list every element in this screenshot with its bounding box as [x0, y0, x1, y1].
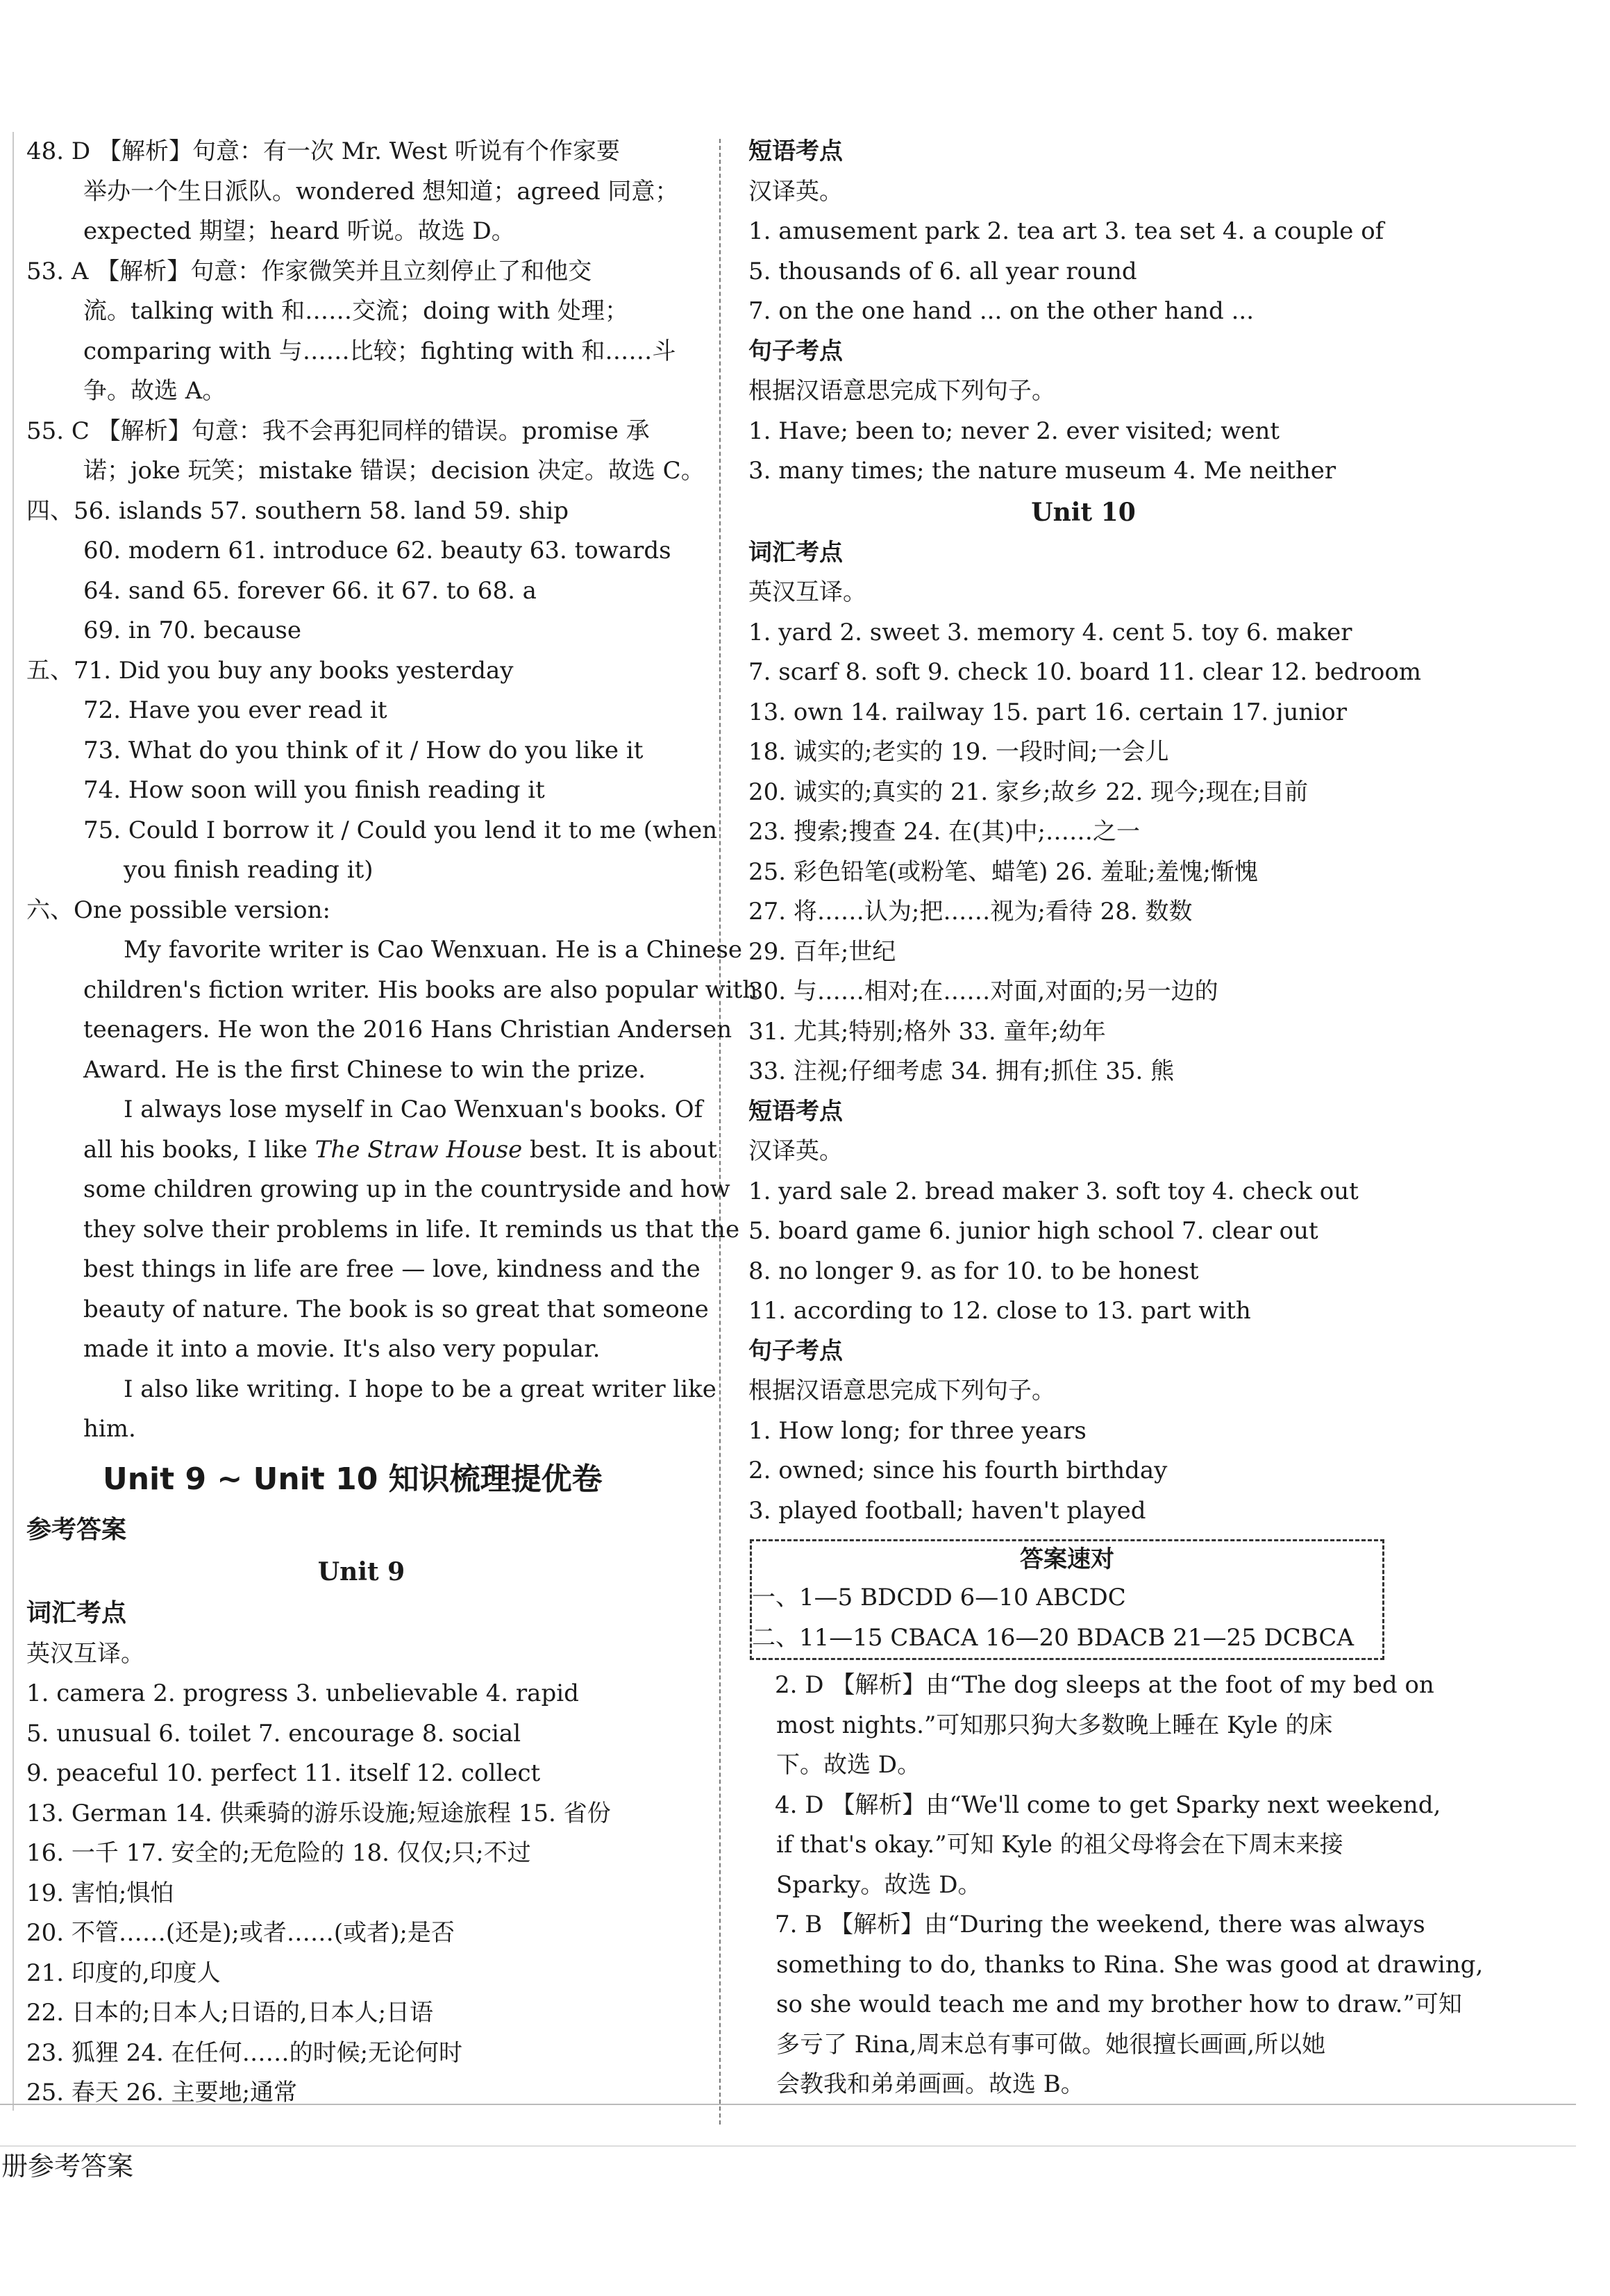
unit9-vocab-row: 25. 春天 26. 主要地;通常	[26, 2079, 298, 2106]
unit10-vocab-row: 18. 诚实的;老实的 19. 一段时间;一会儿	[748, 738, 1169, 766]
quick-answers-title: 答案速对	[1020, 1545, 1114, 1573]
unit10-vocab-row: 29. 百年;世纪	[748, 937, 896, 966]
explanation-4-cont: Sparky。故选 D。	[776, 1870, 982, 1899]
essay-line: made it into a movie. It's also very popular.	[83, 1335, 601, 1363]
explanation-7-cont: so she would teach me and my brother how to draw.”可知	[776, 1991, 1462, 2018]
unit10-phrase-row: 8. no longer 9. as for 10. to be honest	[748, 1257, 1199, 1285]
unit10-vocab-heading: 词汇考点	[748, 538, 843, 567]
essay-text: best. It is about	[530, 1135, 717, 1164]
unit9-vocab-row: 19. 害怕;惧怕	[26, 1879, 174, 1907]
section-title: Unit 9 ~ Unit 10 知识梳理提优卷	[103, 1461, 603, 1497]
section-5-row: 73. What do you think of it / How do you like it	[83, 736, 644, 764]
unit10-vocab-row: 33. 注视;仔细考虑 34. 拥有;抓住 35. 熊	[748, 1057, 1175, 1085]
page-footer: 册参考答案	[1, 2151, 134, 2181]
unit10-vocab-row: 27. 将……认为;把……视为;看待 28. 数数	[748, 898, 1193, 925]
unit10-vocab-row: 7. scarf 8. soft 9. check 10. board 11. clear 12. bedroom	[748, 658, 1422, 686]
explanation-4-cont: if that's okay.”可知 Kyle 的祖父母将会在下周末来接	[776, 1831, 1343, 1859]
explanation-7: 7. B 【解析】由“During the weekend, there was always	[775, 1911, 1425, 1938]
unit9-phrase-instruction: 汉译英。	[748, 177, 843, 206]
unit9-vocab-row: 16. 一千 17. 安全的;无危险的 18. 仅仅;只;不过	[26, 1839, 531, 1867]
unit10-phrase-row: 5. board game 6. junior high school 7. clear out	[748, 1217, 1318, 1245]
essay-line: beauty of nature. The book is so great that someone	[83, 1295, 709, 1323]
left-column	[26, 132, 758, 2113]
unit10-vocab-row: 25. 彩色铅笔(或粉笔、蜡笔) 26. 羞耻;羞愧;惭愧	[748, 857, 1259, 886]
section-4-row: 60. modern 61. introduce 62. beauty 63. towards	[83, 537, 671, 564]
unit10-title: Unit 10	[1031, 497, 1136, 527]
unit10-vocab-row: 23. 搜索;搜查 24. 在(其)中;……之一	[748, 818, 1141, 846]
essay-line: some children growing up in the countryside and how	[83, 1175, 730, 1203]
column-divider	[719, 139, 721, 2125]
explanation-2-cont: 下。故选 D。	[776, 1751, 921, 1779]
explanation-2-cont: most nights.”可知那只狗大多数晚上睡在 Kyle 的床	[776, 1711, 1333, 1739]
essay-line: I also like writing. I hope to be a great writer like	[124, 1375, 716, 1403]
unit10-vocab-row: 13. own 14. railway 15. part 16. certain 17. junior	[748, 698, 1347, 726]
unit9-vocab-row: 9. peaceful 10. perfect 11. itself 12. collect	[26, 1759, 541, 1787]
answer-55: 55. C 【解析】句意：我不会再犯同样的错误。promise 承	[26, 417, 650, 445]
unit10-vocab-instruction: 英汉互译。	[748, 578, 866, 606]
explanation-7-cont: 多亏了 Rina,周末总有事可做。她很擅长画画,所以她	[776, 2030, 1326, 2059]
unit9-vocab-row: 23. 狐狸 24. 在任何……的时候;无论何时	[26, 2038, 463, 2067]
unit9-phrase-row: 7. on the one hand ... on the other hand ...	[748, 297, 1255, 325]
unit9-vocab-row: 21. 印度的,印度人	[26, 1959, 221, 1987]
essay-line: best things in life are free — love, kindness and the	[83, 1255, 701, 1283]
section-5-row: 74. How soon will you finish reading it	[83, 776, 545, 804]
essay-line: they solve their problems in life. It reminds us that the	[83, 1215, 740, 1243]
unit9-sentence-heading: 句子考点	[748, 337, 843, 365]
unit9-phrase-row: 5. thousands of 6. all year round	[748, 257, 1137, 285]
essay-line: him.	[83, 1415, 136, 1443]
explanation-4: 4. D 【解析】由“We'll come to get Sparky next weekend,	[775, 1791, 1441, 1819]
answer-53-cont: 争。故选 A。	[83, 377, 226, 405]
unit10-sentence-row: 3. played football; haven't played	[748, 1496, 1146, 1525]
essay-line: My favorite writer is Cao Wenxuan. He is a Chinese	[124, 936, 743, 964]
essay	[26, 930, 758, 1450]
unit9-vocab-heading: 词汇考点	[26, 1598, 127, 1627]
unit10-sentence-heading: 句子考点	[748, 1336, 843, 1365]
unit10-phrase-row: 11. according to 12. close to 13. part with	[748, 1297, 1251, 1325]
right-column	[748, 132, 1484, 2105]
answer-53-cont: comparing with 与……比较；fighting with 和……斗	[83, 337, 676, 365]
section-5-row: 72. Have you ever read it	[83, 696, 387, 724]
unit9-sentence-instruction: 根据汉语意思完成下列句子。	[748, 377, 1055, 405]
unit10-vocab-row: 1. yard 2. sweet 3. memory 4. cent 5. toy 6. maker	[748, 618, 1352, 646]
answers-label: 参考答案	[26, 1515, 127, 1544]
answer-48-cont: 举办一个生日派队。wondered 想知道；agreed 同意；	[83, 177, 679, 206]
unit10-vocab-row: 30. 与……相对;在……对面,对面的;另一边的	[748, 978, 1218, 1005]
unit9-title: Unit 9	[317, 1557, 405, 1586]
quick-answers-row: 一、1—5 BDCDD 6—10 ABCDC	[752, 1584, 1126, 1611]
section-4-row: 四、56. islands 57. southern 58. land 59. ship	[26, 496, 569, 525]
unit9-vocab-row: 1. camera 2. progress 3. unbelievable 4. rapid	[26, 1679, 579, 1707]
left-margin-rule	[12, 132, 14, 2111]
explanation-7-cont: something to do, thanks to Rina. She was good at drawing,	[776, 1950, 1484, 1979]
essay-line: Award. He is the first Chinese to win the prize.	[83, 1055, 646, 1084]
quick-answers-box	[750, 1539, 1384, 1660]
answer-53-cont: 流。talking with 和……交流；doing with 处理；	[83, 297, 629, 325]
unit10-phrase-instruction: 汉译英。	[748, 1137, 843, 1165]
section-5-row: 五、71. Did you buy any books yesterday	[26, 656, 514, 685]
unit9-phrase-heading: 短语考点	[748, 137, 843, 165]
unit10-sentence-instruction: 根据汉语意思完成下列句子。	[748, 1377, 1055, 1405]
answer-48: 48. D 【解析】句意：有一次 Mr. West 听说有个作家要	[26, 137, 620, 165]
unit9-sentence-row: 1. Have; been to; never 2. ever visited; went	[748, 417, 1280, 445]
unit9-phrase-row: 1. amusement park 2. tea art 3. tea set 4. a couple of	[748, 217, 1384, 245]
essay-line: I always lose myself in Cao Wenxuan's books. Of	[124, 1096, 703, 1123]
unit9-vocab-instruction: 英汉互译。	[26, 1639, 144, 1668]
unit10-phrase-row: 1. yard sale 2. bread maker 3. soft toy 4. check out	[748, 1177, 1359, 1205]
unit9-vocab-row: 13. German 14. 供乘骑的游乐设施;短途旅程 15. 省份	[26, 1799, 611, 1827]
explanation-2: 2. D 【解析】由“The dog sleeps at the foot of my bed on	[775, 1671, 1434, 1699]
unit10-sentence-row: 1. How long; for three years	[748, 1416, 1087, 1445]
unit9-vocab-row: 22. 日本的;日本人;日语的,日本人;日语	[26, 1999, 434, 2027]
explanation-7-cont: 会教我和弟弟画画。故选 B。	[776, 2070, 1084, 2098]
answer-48-cont: expected 期望；heard 听说。故选 D。	[83, 217, 515, 245]
essay-text: all his books, I like	[83, 1135, 308, 1164]
section-5-row: you finish reading it)	[124, 856, 374, 884]
unit9-vocab-row: 5. unusual 6. toilet 7. encourage 8. social	[26, 1719, 521, 1748]
unit9-vocab-row: 20. 不管……(还是);或者……(或者);是否	[26, 1919, 455, 1947]
answer-53: 53. A 【解析】句意：作家微笑并且立刻停止了和他交	[26, 257, 592, 285]
essay-line	[26, 1130, 717, 1171]
unit10-phrase-heading: 短语考点	[748, 1097, 843, 1125]
unit10-sentence-row: 2. owned; since his fourth birthday	[748, 1457, 1168, 1484]
essay-line: teenagers. He won the 2016 Hans Christian Andersen	[83, 1016, 732, 1044]
essay-line: children's fiction writer. His books are also popular with	[83, 975, 758, 1004]
section-4-row: 69. in 70. because	[83, 617, 302, 644]
book-title: The Straw House	[315, 1135, 523, 1164]
unit10-vocab-row: 20. 诚实的;真实的 21. 家乡;故乡 22. 现今;现在;目前	[748, 778, 1309, 806]
unit10-vocab-row: 31. 尤其;特别;格外 33. 童年;幼年	[748, 1017, 1106, 1046]
section-5-row: 75. Could I borrow it / Could you lend it to me (when	[83, 816, 718, 844]
section-6-heading: 六、One possible version:	[26, 896, 330, 924]
answer-55-cont: 诺；joke 玩笑；mistake 错误；decision 决定。故选 C。	[83, 457, 705, 485]
bottom-rule-light	[0, 2145, 1576, 2147]
unit9-sentence-row: 3. many times; the nature museum 4. Me neither	[748, 457, 1336, 485]
quick-answers-row: 二、11—15 CBACA 16—20 BDACB 21—25 DCBCA	[752, 1624, 1354, 1652]
section-4-row: 64. sand 65. forever 66. it 67. to 68. a	[83, 576, 537, 605]
